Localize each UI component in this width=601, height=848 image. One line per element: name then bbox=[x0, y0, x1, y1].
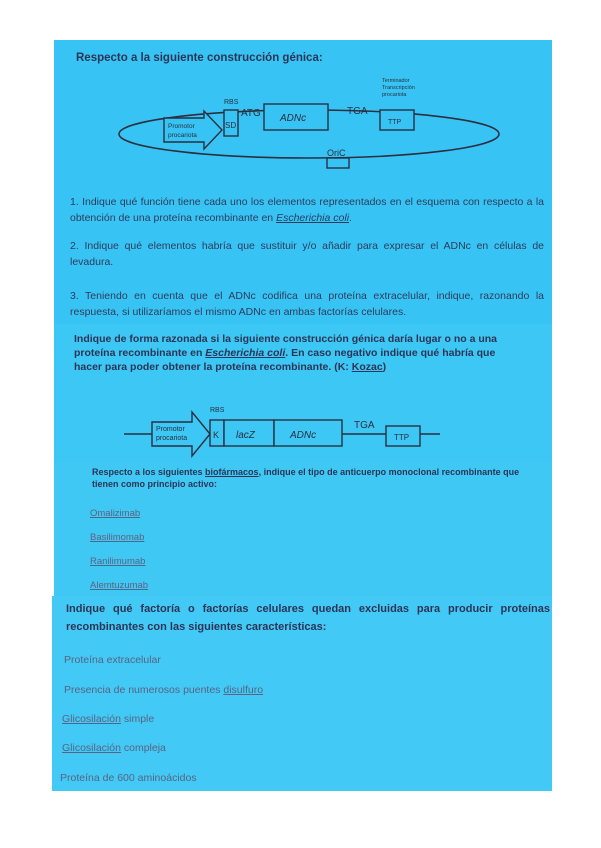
question-3: 3. Teniendo en cuenta que el ADNc codifica una proteína extracelular, indique, razonando la respuesta, si utilizaríamos el mismo ADNc en ambas factorías celulares. bbox=[70, 290, 544, 318]
promoter-label-1: Promotor bbox=[168, 123, 195, 130]
tga-label-1: TGA bbox=[347, 106, 368, 117]
characteristic-item: Proteína extracelular bbox=[64, 654, 161, 666]
question-panel-3 bbox=[54, 462, 552, 596]
question-1 bbox=[70, 194, 544, 226]
procariota-label-2: procariota bbox=[156, 435, 188, 442]
question-2: 2. Indique qué elementos habría que sustituir y/o añadir para expresar el ADNc en células de levadura. bbox=[70, 240, 544, 268]
terminator-label-line3: procariota bbox=[382, 92, 407, 98]
antibody-item: Basilimomab bbox=[90, 532, 145, 543]
terminator-label-line2: Transcripción bbox=[382, 85, 415, 91]
gene-construct-diagram-1 bbox=[114, 74, 514, 170]
panel2-text-middle: . En caso negativo indique qué habría que hacer para poder obtener la proteína recombinante. (K: bbox=[74, 347, 496, 373]
rbs-label-1: RBS bbox=[224, 99, 239, 106]
atg-label: ATG bbox=[241, 108, 261, 119]
adnc-label-1: ADNc bbox=[280, 113, 307, 124]
question-1-text: 1. Indique qué función tiene cada uno los elementos representados en el esquema con respecto a la obtención de una proteína recombinante en bbox=[70, 196, 544, 224]
characteristic-item: Presencia de numerosos puentes disulfuro bbox=[64, 684, 264, 696]
characteristic-item: Glicosilación simple bbox=[62, 713, 155, 725]
question-panel-2 bbox=[54, 324, 552, 462]
question-panel-1 bbox=[54, 40, 552, 324]
question-1-end: . bbox=[349, 212, 352, 224]
panel3-question bbox=[92, 466, 532, 490]
k-label: K bbox=[213, 430, 220, 440]
panel1-heading: Respecto a la siguiente construcción génica: bbox=[76, 52, 323, 64]
panel3-biofarmacos: biofármacos bbox=[205, 467, 259, 477]
question-1-organism: Escherichia coli bbox=[276, 212, 350, 224]
characteristic-item: Proteína de 600 aminoácidos bbox=[60, 772, 197, 784]
characteristic-item: Glicosilación compleja bbox=[62, 742, 166, 754]
adnc-label-2: ADNc bbox=[290, 430, 317, 441]
terminator-label-line1: Terminador bbox=[382, 78, 410, 84]
tga-label-2: TGA bbox=[354, 420, 375, 431]
panel2-kozac: Kozac bbox=[351, 361, 383, 373]
panel2-organism: Escherichia coli bbox=[205, 347, 286, 359]
panel2-question bbox=[74, 332, 524, 374]
promoter-arrow-2 bbox=[152, 412, 210, 456]
oric-box bbox=[327, 158, 349, 168]
sd-label: SD bbox=[225, 121, 237, 130]
question-panel-4 bbox=[52, 596, 552, 791]
panel2-text-start: Indique de forma razonada si la siguiente construcción génica daría lugar o no a una proteína recombinante en bbox=[74, 333, 498, 359]
ttp-label-1: TTP bbox=[388, 119, 402, 126]
antibody-item: Ranilimumab bbox=[90, 556, 146, 567]
panel3-text-start: Respecto a los siguientes bbox=[92, 467, 206, 477]
panel3-text-end: , indique el tipo de anticuerpo monoclonal recombinante que tienen como principio activo: bbox=[92, 467, 520, 489]
panel4-heading: Indique qué factoría o factorías celulares quedan excluidas para producir proteínas recombinantes con las siguientes características: bbox=[66, 603, 550, 633]
promoter-label-2: Promotor bbox=[156, 426, 185, 433]
gene-construct-diagram-2 bbox=[124, 402, 464, 460]
rbs-label-2: RBS bbox=[210, 407, 225, 414]
panel2-text-end: ) bbox=[382, 361, 387, 373]
antibody-item: Alemtuzumab bbox=[90, 580, 149, 591]
oric-label: OriC bbox=[327, 148, 346, 158]
ttp-label-2: TTP bbox=[394, 433, 410, 442]
lacz-label: lacZ bbox=[236, 430, 255, 441]
antibody-item: Omalizimab bbox=[90, 508, 141, 519]
procariota-label-1: procariota bbox=[168, 132, 197, 139]
